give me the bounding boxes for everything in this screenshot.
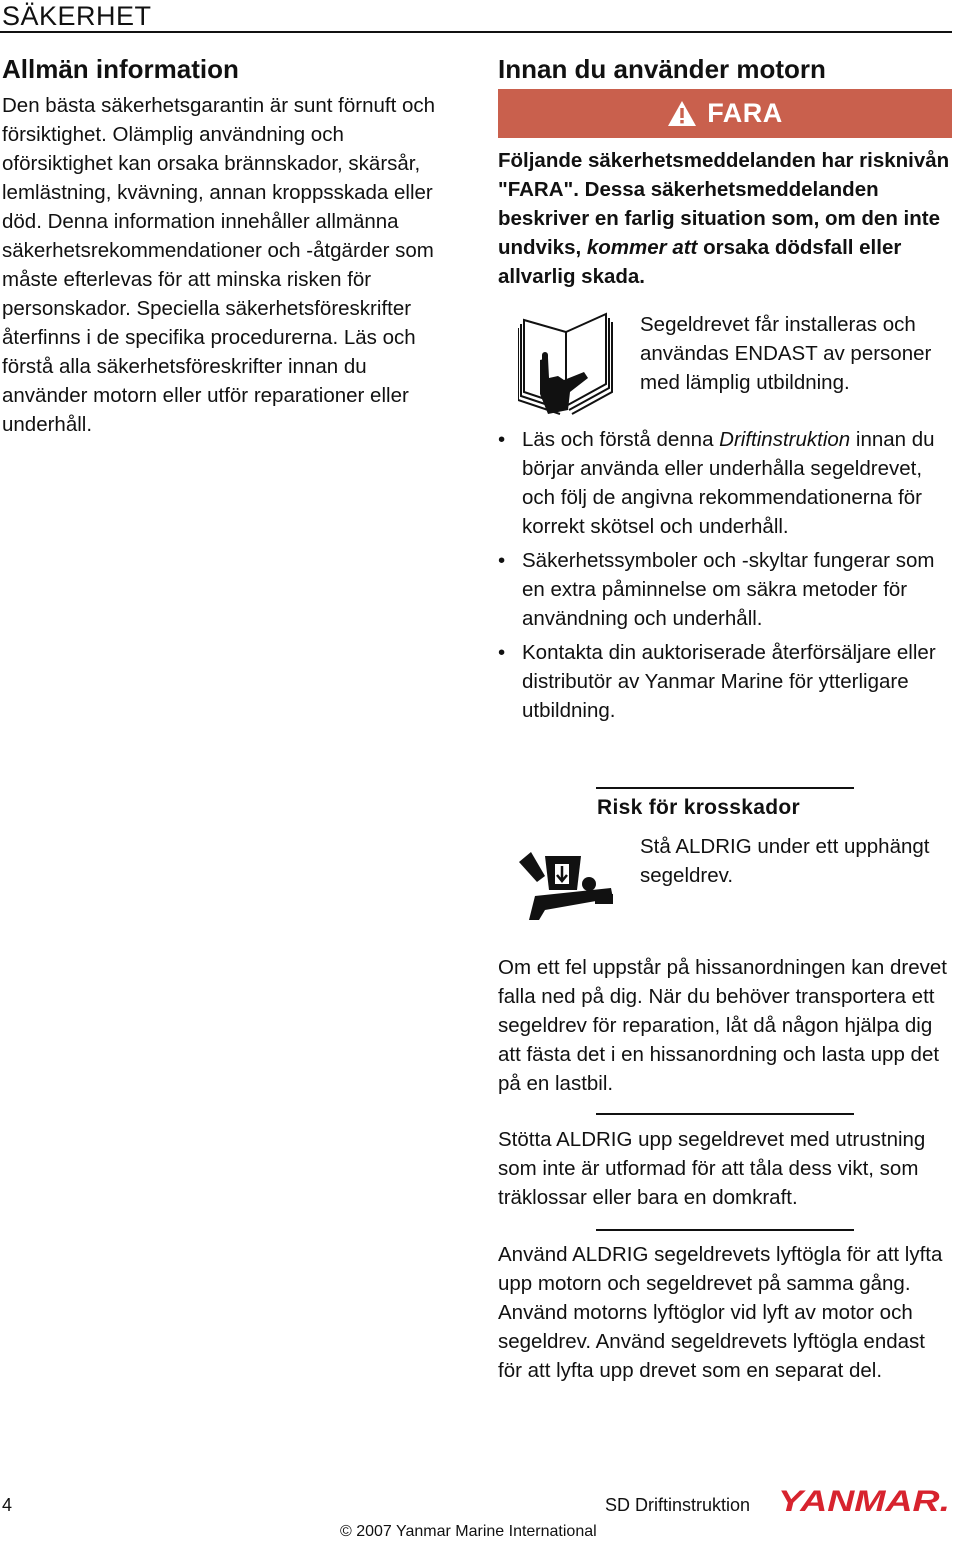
- divider: [596, 787, 854, 789]
- hoist-failure-paragraph: Om ett fel uppstår på hissanordningen kan drevet falla ned på dig. När du behöver transportera ett segeldrev för reparation, låt då någon hjälpa dig att fästa det i en hissanordning och lasta upp det på en lastbil.: [498, 956, 947, 1095]
- crush-hazard-icon: [515, 848, 615, 920]
- lifting-eye-paragraph: Använd ALDRIG segeldrevets lyftögla för att lyfta upp motorn och segeldrevet på samma gång. Använd motorns lyftöglor vid lyft av motor och segeldrev. Använd segeldrevets lyftögla endast för att lyfta upp drevet som en separat del.: [498, 1243, 943, 1382]
- yanmar-logo: [778, 1486, 952, 1516]
- training-requirement-text: Segeldrevet får installeras och användas ENDAST av personer med lämplig utbildning.: [640, 313, 932, 394]
- list-item: • Läs och förstå denna Driftinstruktion innan du börjar använda eller underhålla segeldrevet, och följ de angivna rekommendationerna för korrekt skötsel och underhåll.: [498, 428, 935, 538]
- general-info-paragraph: Den bästa säkerhetsgarantin är sunt förnuft och försiktighet. Olämplig användning och oförsiktighet kan orsaka brännskador, skärsår, lemlästning, kvävning, annan kroppsskada eller död. Denna information innehåller allmänna säkerhetsrekommendationer och -åtgärder som måste efterlevas för att minska risken för personskador. Speciella säkerhetsföreskrifter återfinns i de specifika procedurerna. Läs och förstå alla säkerhetsföreskrifter innan du använder motorn eller utför reparationer eller underhåll.: [2, 94, 436, 436]
- general-info-heading: Allmän information: [2, 54, 239, 84]
- read-manual-icon: [518, 310, 614, 422]
- danger-description: Följande säkerhetsmeddelanden har risknivån "FARA". Dessa säkerhetsmeddelanden beskriver en farlig situation som, om den inte undviks, kommer att orsaka dödsfall eller allvarlig skada.: [498, 149, 950, 288]
- support-equipment-paragraph: Stötta ALDRIG upp segeldrevet med utrustning som inte är utformad för att tåla dess vikt, som träklossar eller bara en domkraft.: [498, 1128, 926, 1209]
- divider: [596, 1113, 854, 1115]
- safety-bullet-list: [498, 425, 954, 730]
- header-rule: [0, 31, 952, 33]
- list-item: • Kontakta din auktoriserade återförsäljare eller distributör av Yanmar Marine för ytterligare utbildning.: [498, 641, 936, 722]
- danger-label: FARA: [707, 98, 783, 128]
- svg-text:YANMAR.: YANMAR.: [778, 1486, 950, 1516]
- document-name: SD Driftinstruktion: [605, 1495, 751, 1515]
- list-item: • Säkerhetssymboler och -skyltar fungerar som en extra påminnelse om säkra metoder för användning och underhåll.: [498, 549, 935, 630]
- warning-triangle-icon: [667, 100, 697, 127]
- divider: [596, 1229, 854, 1231]
- crush-risk-heading: Risk för krosskador: [597, 796, 800, 819]
- crush-risk-text: Stå ALDRIG under ett upphängt segeldrev.: [640, 835, 930, 887]
- page-number: 4: [2, 1495, 13, 1515]
- danger-banner: [498, 89, 952, 138]
- copyright: © 2007 Yanmar Marine International: [340, 1523, 597, 1540]
- page-section-title: SÄKERHET: [2, 1, 152, 31]
- before-use-heading: Innan du använder motorn: [498, 54, 826, 84]
